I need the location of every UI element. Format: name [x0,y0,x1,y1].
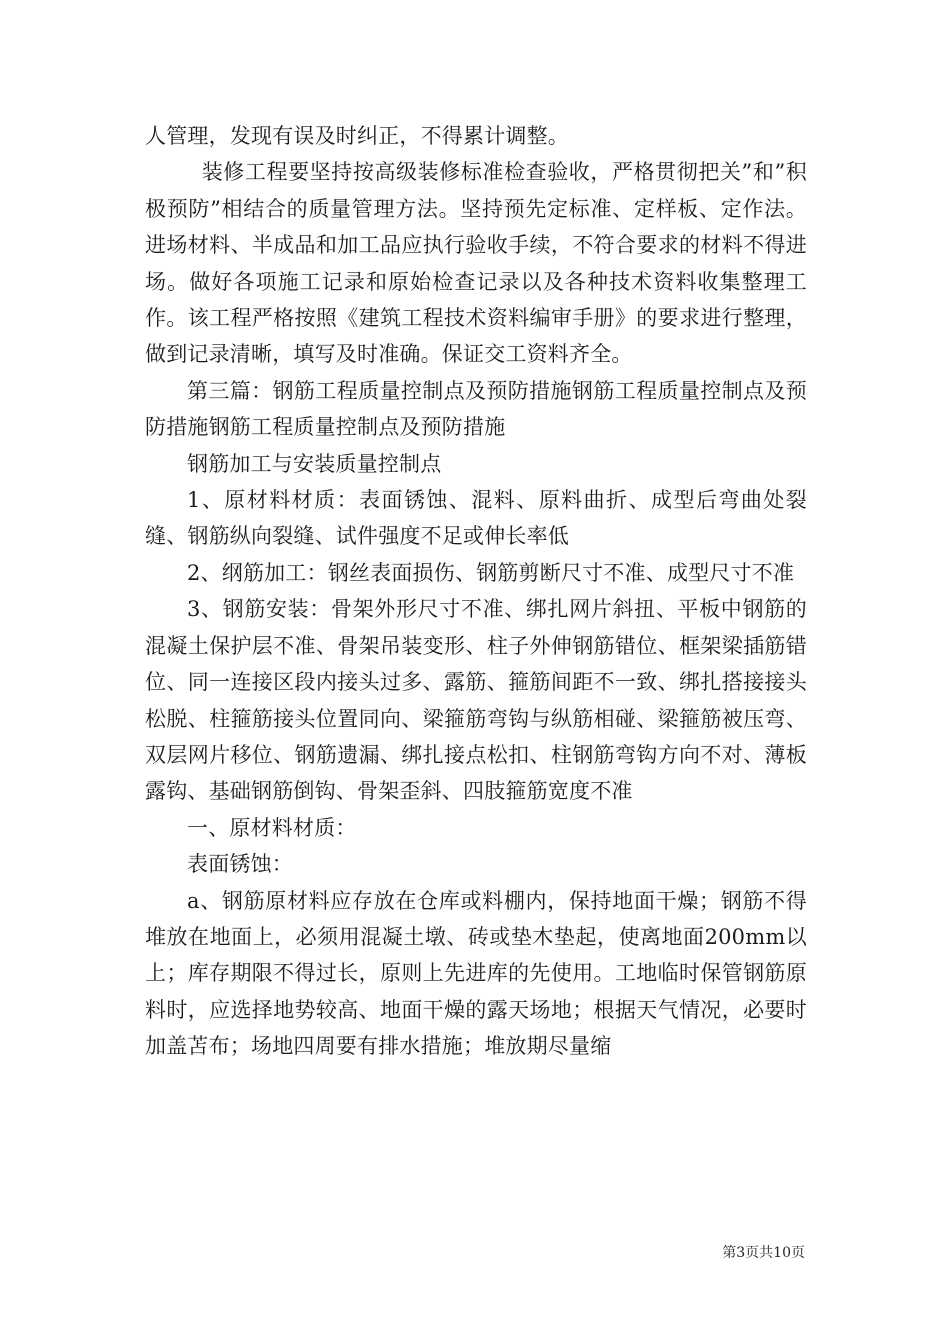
paragraph-subheading-materials: 一、原材料材质： [187,815,357,840]
paragraph-decoration-quality: 装修工程要坚持按高级装修标准检查验收，严格贯彻把关”和”积极预防”相结合的质量管理方法。坚持预先定标准、定样板、定作法。进场材料、半成品和加工品应执行验收手续，不符合要求的材料不得进场。做好各项施工记录和原始检查记录以及各种技术资料收集整理工作。该工程严格按照《建筑工程技术资料编审手册》的要求进行整理，做到记录清晰，填写及时准确。保证交工资料齐全。 [145,160,807,367]
paragraph-item-a: a、钢筋原材料应存放在仓库或料棚内，保持地面干燥；钢筋不得堆放在地面上，必须用混凝土墩、砖或垫木垫起，使离地面200mm以上；库存期限不得过长，原则上先进库的先使用。工地临时保管钢筋原料时，应选择地势较高、地面干燥的露天场地；根据天气情况，必要时加盖苫布；场地四周要有排水措施；堆放期尽量缩 [145,888,807,1059]
paragraph-subheading-rust: 表面锈蚀： [187,852,293,877]
paragraph-item-3: 3、钢筋安装：骨架外形尺寸不准、绑扎网片斜扭、平板中钢筋的混凝土保护层不准、骨架吊装变形、柱子外伸钢筋错位、框架梁插筋错位、同一连接区段内接头过多、露筋、箍筋间距不一致、绑扎搭接接头松脱、柱箍筋接头位置同向、梁箍筋弯钩与纵筋相碰、梁箍筋被压弯、双层网片移位、钢筋遗漏、绑扎接点松扣、柱钢筋弯钩方向不对、薄板露钩、基础钢筋倒钩、骨架歪斜、四肢箍筋宽度不准 [145,597,807,804]
paragraph-control-points-heading: 钢筋加工与安装质量控制点 [187,451,442,476]
paragraph-item-1: 1、原材料材质：表面锈蚀、混料、原料曲折、成型后弯曲处裂缝、钢筋纵向裂缝、试件强度不足或伸长率低 [145,488,807,549]
page-number: 第3页共10页 [722,1245,805,1261]
paragraph-item-2: 2、纲筋加工：钢丝表面损伤、钢筋剪断尺寸不准、成型尺寸不准 [187,560,795,585]
document-body [145,118,807,1065]
paragraph-section-title: 第三篇：钢筋工程质量控制点及预防措施钢筋工程质量控制点及预防措施钢筋工程质量控制点及预防措施 [145,378,807,440]
paragraph-continuation: 人管理，发现有误及时纠正，不得累计调整。 [145,124,569,148]
